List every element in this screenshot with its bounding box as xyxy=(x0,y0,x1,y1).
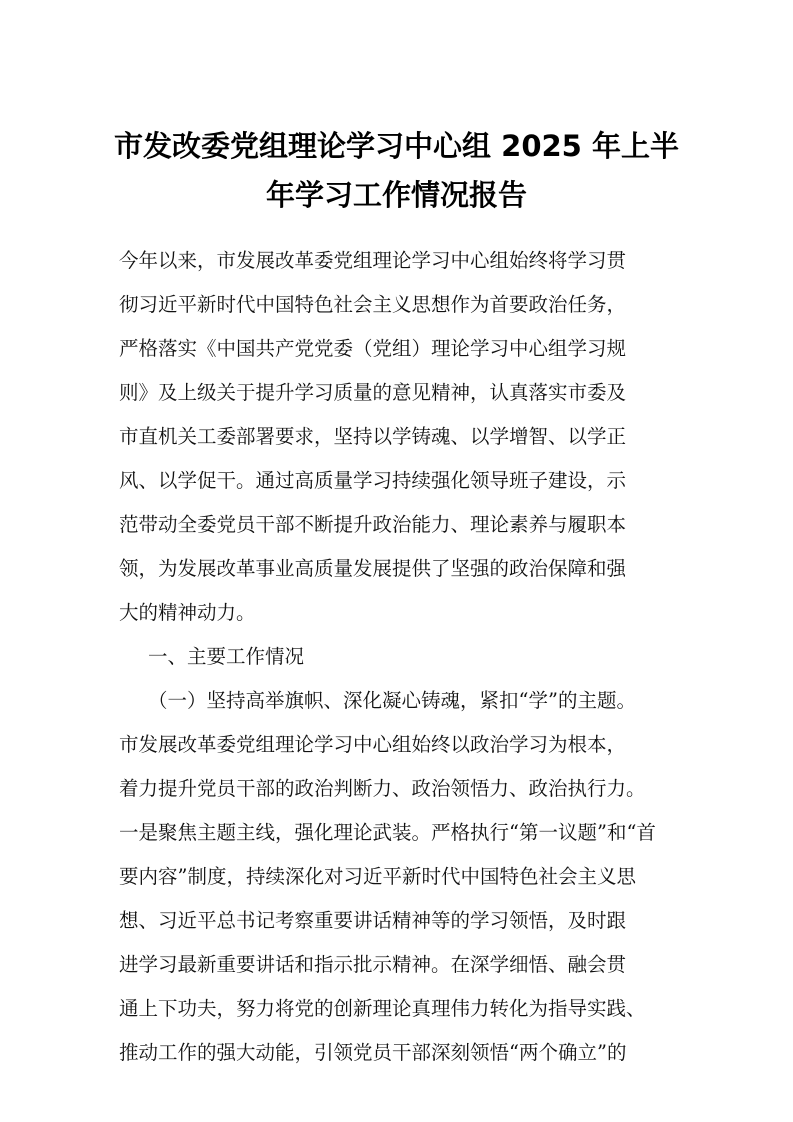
body-line: 着力提升党员干部的政治判断力、政治领悟力、政治执行力。 xyxy=(119,777,646,800)
body-line: 想、习近平总书记考察重要讲话精神等的学习领悟，及时跟 xyxy=(119,909,627,932)
body-line: 风、以学促干。通过高质量学习持续强化领导班子建设，示 xyxy=(119,469,627,492)
body-line: 今年以来，市发展改革委党组理论学习中心组始终将学习贯 xyxy=(119,249,627,272)
body-line: 要内容”制度，持续深化对习近平新时代中国特色社会主义思 xyxy=(119,865,636,888)
body-line: 范带动全委党员干部不断提升政治能力、理论素养与履职本 xyxy=(119,513,627,536)
document-title-line-2: 年学习工作情况报告 xyxy=(265,178,527,212)
subsection-heading: （一）坚持高举旗帜、深化凝心铸魂，紧扣“学”的主题。 xyxy=(148,689,636,712)
body-line: 进学习最新重要讲话和指示批示精神。在深学细悟、融会贯 xyxy=(119,953,627,976)
body-line: 通上下功夫，努力将党的创新理论真理伟力转化为指导实践、 xyxy=(119,997,646,1020)
body-line: 领，为发展改革事业高质量发展提供了坚强的政治保障和强 xyxy=(119,557,627,580)
body-line: 一是聚焦主题主线，强化理论武装。严格执行“第一议题”和“首 xyxy=(119,821,656,844)
document-title-line-1: 市发改委党组理论学习中心组 2025 年上半 xyxy=(114,129,679,163)
body-line: 市发展改革委党组理论学习中心组始终以政治学习为根本， xyxy=(119,733,627,756)
body-line: 推动工作的强大动能，引领党员干部深刻领悟“两个确立”的 xyxy=(119,1041,627,1064)
section-heading: 一、主要工作情况 xyxy=(148,645,305,668)
body-line: 严格落实《中国共产党党委（党组）理论学习中心组学习规 xyxy=(119,337,627,360)
body-line: 大的精神动力。 xyxy=(119,601,256,624)
body-line: 则》及上级关于提升学习质量的意见精神，认真落实市委及 xyxy=(119,381,627,404)
body-line: 彻习近平新时代中国特色社会主义思想作为首要政治任务， xyxy=(119,293,627,316)
body-line: 市直机关工委部署要求，坚持以学铸魂、以学增智、以学正 xyxy=(119,425,627,448)
